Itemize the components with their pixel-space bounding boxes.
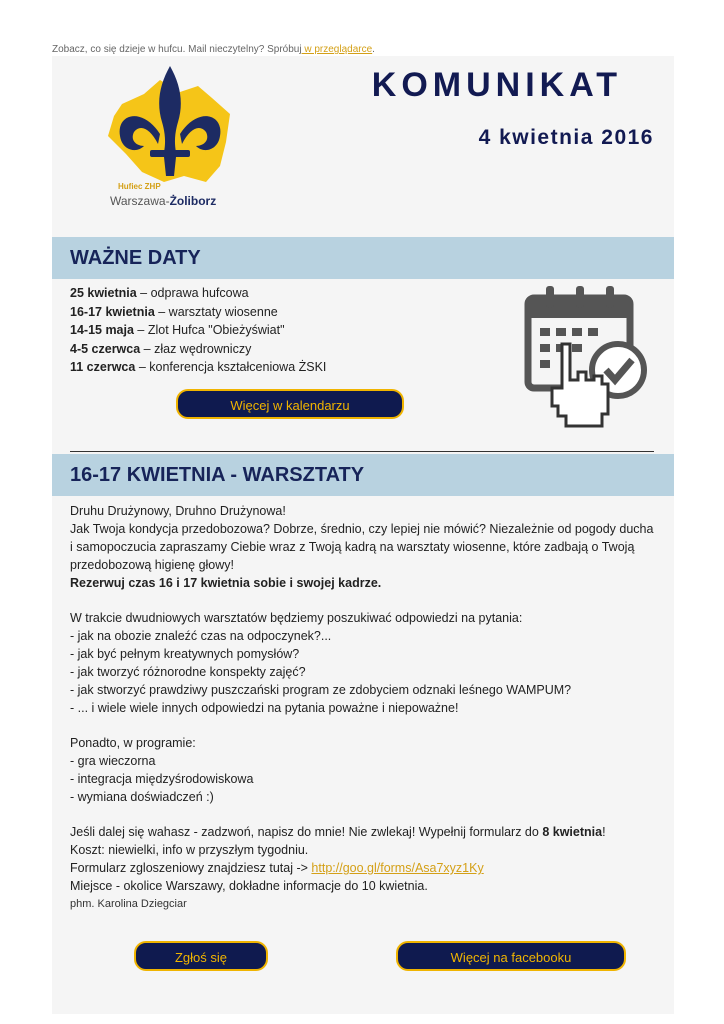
program-item: - integracja międzyśrodowiskowa <box>70 772 254 786</box>
cta-deadline: 8 kwietnia <box>542 825 603 839</box>
date-item-desc: – konferencja kształceniowa ŻSKI <box>135 360 327 374</box>
preheader-text: Zobacz, co się dzieje w hufcu. Mail nieczytelny? Spróbuj <box>52 44 302 55</box>
question-item: - jak na obozie znaleźć czas na odpoczynek?... <box>70 629 332 643</box>
intro-paragraph: Jak Twoja kondycja przedobozowa? Dobrze, średnio, czy lepiej nie mówić? Niezależnie od pogody ducha i samopoczucia zapraszamy Ciebie wraz z Twoją kadrą na warsztaty wiosenne, które zadbają o Twoją przedobozową higienę głowy! <box>70 522 654 572</box>
calendar-check-icon <box>522 284 648 436</box>
reserve-line <box>70 574 656 592</box>
questions-intro: W trakcie dwudniowych warsztatów będziemy poszukiwać odpowiedzi na pytania: <box>70 611 523 625</box>
signature: phm. Karolina Dziegciar <box>70 898 187 910</box>
cta-line <box>70 823 656 841</box>
section-divider <box>70 451 654 452</box>
important-dates-heading: WAŻNE DATY <box>70 247 201 269</box>
logo-city-label <box>110 194 216 208</box>
preheader <box>52 44 375 55</box>
date-item-date: 4-5 czerwca <box>70 341 141 356</box>
reserve-text: Rezerwuj czas 16 i 17 kwietnia sobie i swojej kadrze. <box>70 576 382 590</box>
date-item-desc: – odprawa hufcowa <box>136 286 249 300</box>
signup-button[interactable]: Zgłoś się <box>134 941 268 971</box>
header <box>52 56 674 236</box>
cta-text: Jeśli dalej się wahasz - zadzwoń, napisz do mnie! Nie zwlekaj! Wypełnij formularz do <box>70 825 543 839</box>
form-text: Formularz zgloszeniowy znajdziesz tutaj -> <box>70 861 312 875</box>
date-item <box>70 358 326 377</box>
facebook-button[interactable]: Więcej na facebooku <box>396 941 626 971</box>
question-item: - jak być pełnym kreatywnych pomysłów? <box>70 647 300 661</box>
cost-line: Koszt: niewielki, info w przyszłym tygodniu. <box>70 843 309 857</box>
program-intro: Ponadto, w programie: <box>70 736 196 750</box>
question-item: - jak stworzyć prawdziwy puszczański program ze zdobyciem odznaki leśnego WAMPUM? <box>70 683 572 697</box>
question-item: - jak tworzyć różnorodne konspekty zajęć? <box>70 665 306 679</box>
workshop-article <box>70 502 656 895</box>
workshop-heading: 16-17 KWIETNIA - WARSZTATY <box>70 464 365 486</box>
preheader-end: . <box>372 44 375 55</box>
form-link[interactable]: http://goo.gl/forms/Asa7xyz1Ky <box>311 861 484 875</box>
important-dates-header <box>52 237 674 279</box>
date-item-desc: – warsztaty wiosenne <box>154 304 278 319</box>
newsletter-date: 4 kwietnia 2016 <box>478 126 654 149</box>
cta-end: ! <box>602 825 606 839</box>
date-item-date: 16-17 kwietnia <box>70 304 155 319</box>
place-line: Miejsce - okolice Warszawy, dokładne informacje do 10 kwietnia. <box>70 879 428 893</box>
date-item <box>70 284 326 303</box>
logo-hufiec-label: Hufiec ZHP <box>118 182 161 191</box>
calendar-button[interactable]: Więcej w kalendarzu <box>176 389 404 419</box>
greeting: Druhu Drużynowy, Druhno Drużynowa! <box>70 504 286 518</box>
workshop-header <box>52 454 674 496</box>
dates-list <box>70 284 326 377</box>
newsletter-title: KOMUNIKAT <box>371 66 622 104</box>
date-item <box>70 303 326 322</box>
date-item <box>70 321 326 340</box>
question-item: - ... i wiele wiele innych odpowiedzi na pytania poważne i niepoważne! <box>70 701 459 715</box>
browser-link[interactable]: w przeglądarce <box>301 44 373 55</box>
date-item <box>70 340 326 359</box>
program-item: - wymiana doświadczeń :) <box>70 790 214 804</box>
logo-city-a: Warszawa- <box>110 194 170 208</box>
logo-city-b: Żoliborz <box>169 194 217 208</box>
date-item-desc: – złaz wędrowniczy <box>140 341 252 356</box>
newsletter-body <box>52 56 674 1014</box>
program-item: - gra wieczorna <box>70 754 156 768</box>
form-line <box>70 859 656 877</box>
date-item-desc: – Zlot Hufca "Obieżyświat" <box>133 323 285 337</box>
date-item-date: 14-15 maja <box>70 323 134 337</box>
date-item-date: 11 czerwca <box>70 360 136 374</box>
date-item-date: 25 kwietnia <box>70 286 137 300</box>
